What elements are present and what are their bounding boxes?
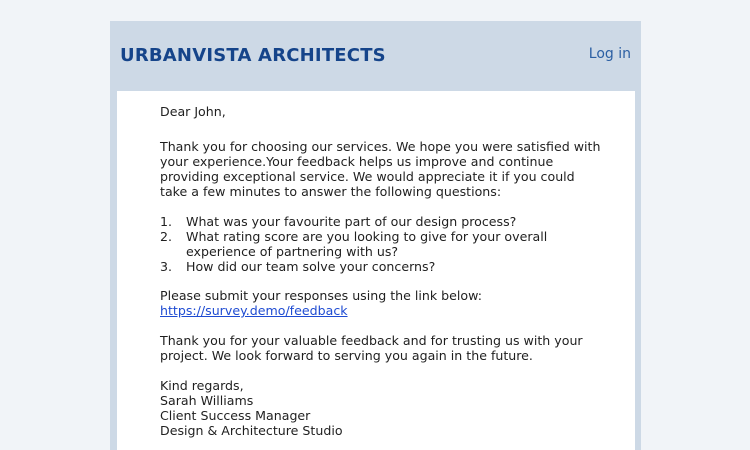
intro-line: Thank you for choosing our services. We hope you were satisfied with — [160, 139, 601, 154]
closing-line: project. We look forward to serving you again in the future. — [160, 348, 533, 363]
intro-line: providing exceptional service. We would appreciate it if you could — [160, 169, 575, 184]
question-text: What rating score are you looking to give for your overall — [186, 229, 548, 244]
login-link[interactable]: Log in — [588, 46, 631, 62]
signer-name: Sarah Williams — [160, 393, 254, 408]
list-number: 1. — [160, 214, 173, 229]
question-text: What was your favourite part of our design process? — [186, 214, 517, 229]
question-text: How did our team solve your concerns? — [186, 259, 436, 274]
email-body — [117, 91, 635, 450]
questions-list — [160, 214, 610, 274]
header — [110, 21, 641, 91]
submit-paragraph — [160, 288, 610, 318]
signer-company: Design & Architecture Studio — [160, 423, 343, 438]
email-card — [110, 21, 641, 450]
closing-line: Thank you for your valuable feedback and for trusting us with your — [160, 333, 583, 348]
greeting: Dear John, — [160, 104, 226, 119]
signature-block — [160, 378, 610, 438]
list-number: 2. — [160, 229, 173, 244]
submit-text: Please submit your responses using the link below: — [160, 288, 482, 303]
intro-line: your experience.Your feedback helps us improve and continue — [160, 154, 554, 169]
survey-link[interactable]: https://survey.demo/feedback — [160, 303, 348, 318]
intro-paragraph — [160, 139, 610, 199]
signoff: Kind regards, — [160, 378, 244, 393]
email-content — [160, 91, 610, 438]
list-number: 3. — [160, 259, 173, 274]
intro-line: take a few minutes to answer the following questions: — [160, 184, 502, 199]
closing-paragraph — [160, 333, 610, 363]
list-item — [160, 259, 610, 274]
signer-title: Client Success Manager — [160, 408, 311, 423]
list-item — [160, 214, 610, 229]
question-text: experience of partnering with us? — [186, 244, 399, 259]
list-item — [160, 229, 610, 259]
brand-title: URBANVISTA ARCHITECTS — [120, 45, 386, 66]
